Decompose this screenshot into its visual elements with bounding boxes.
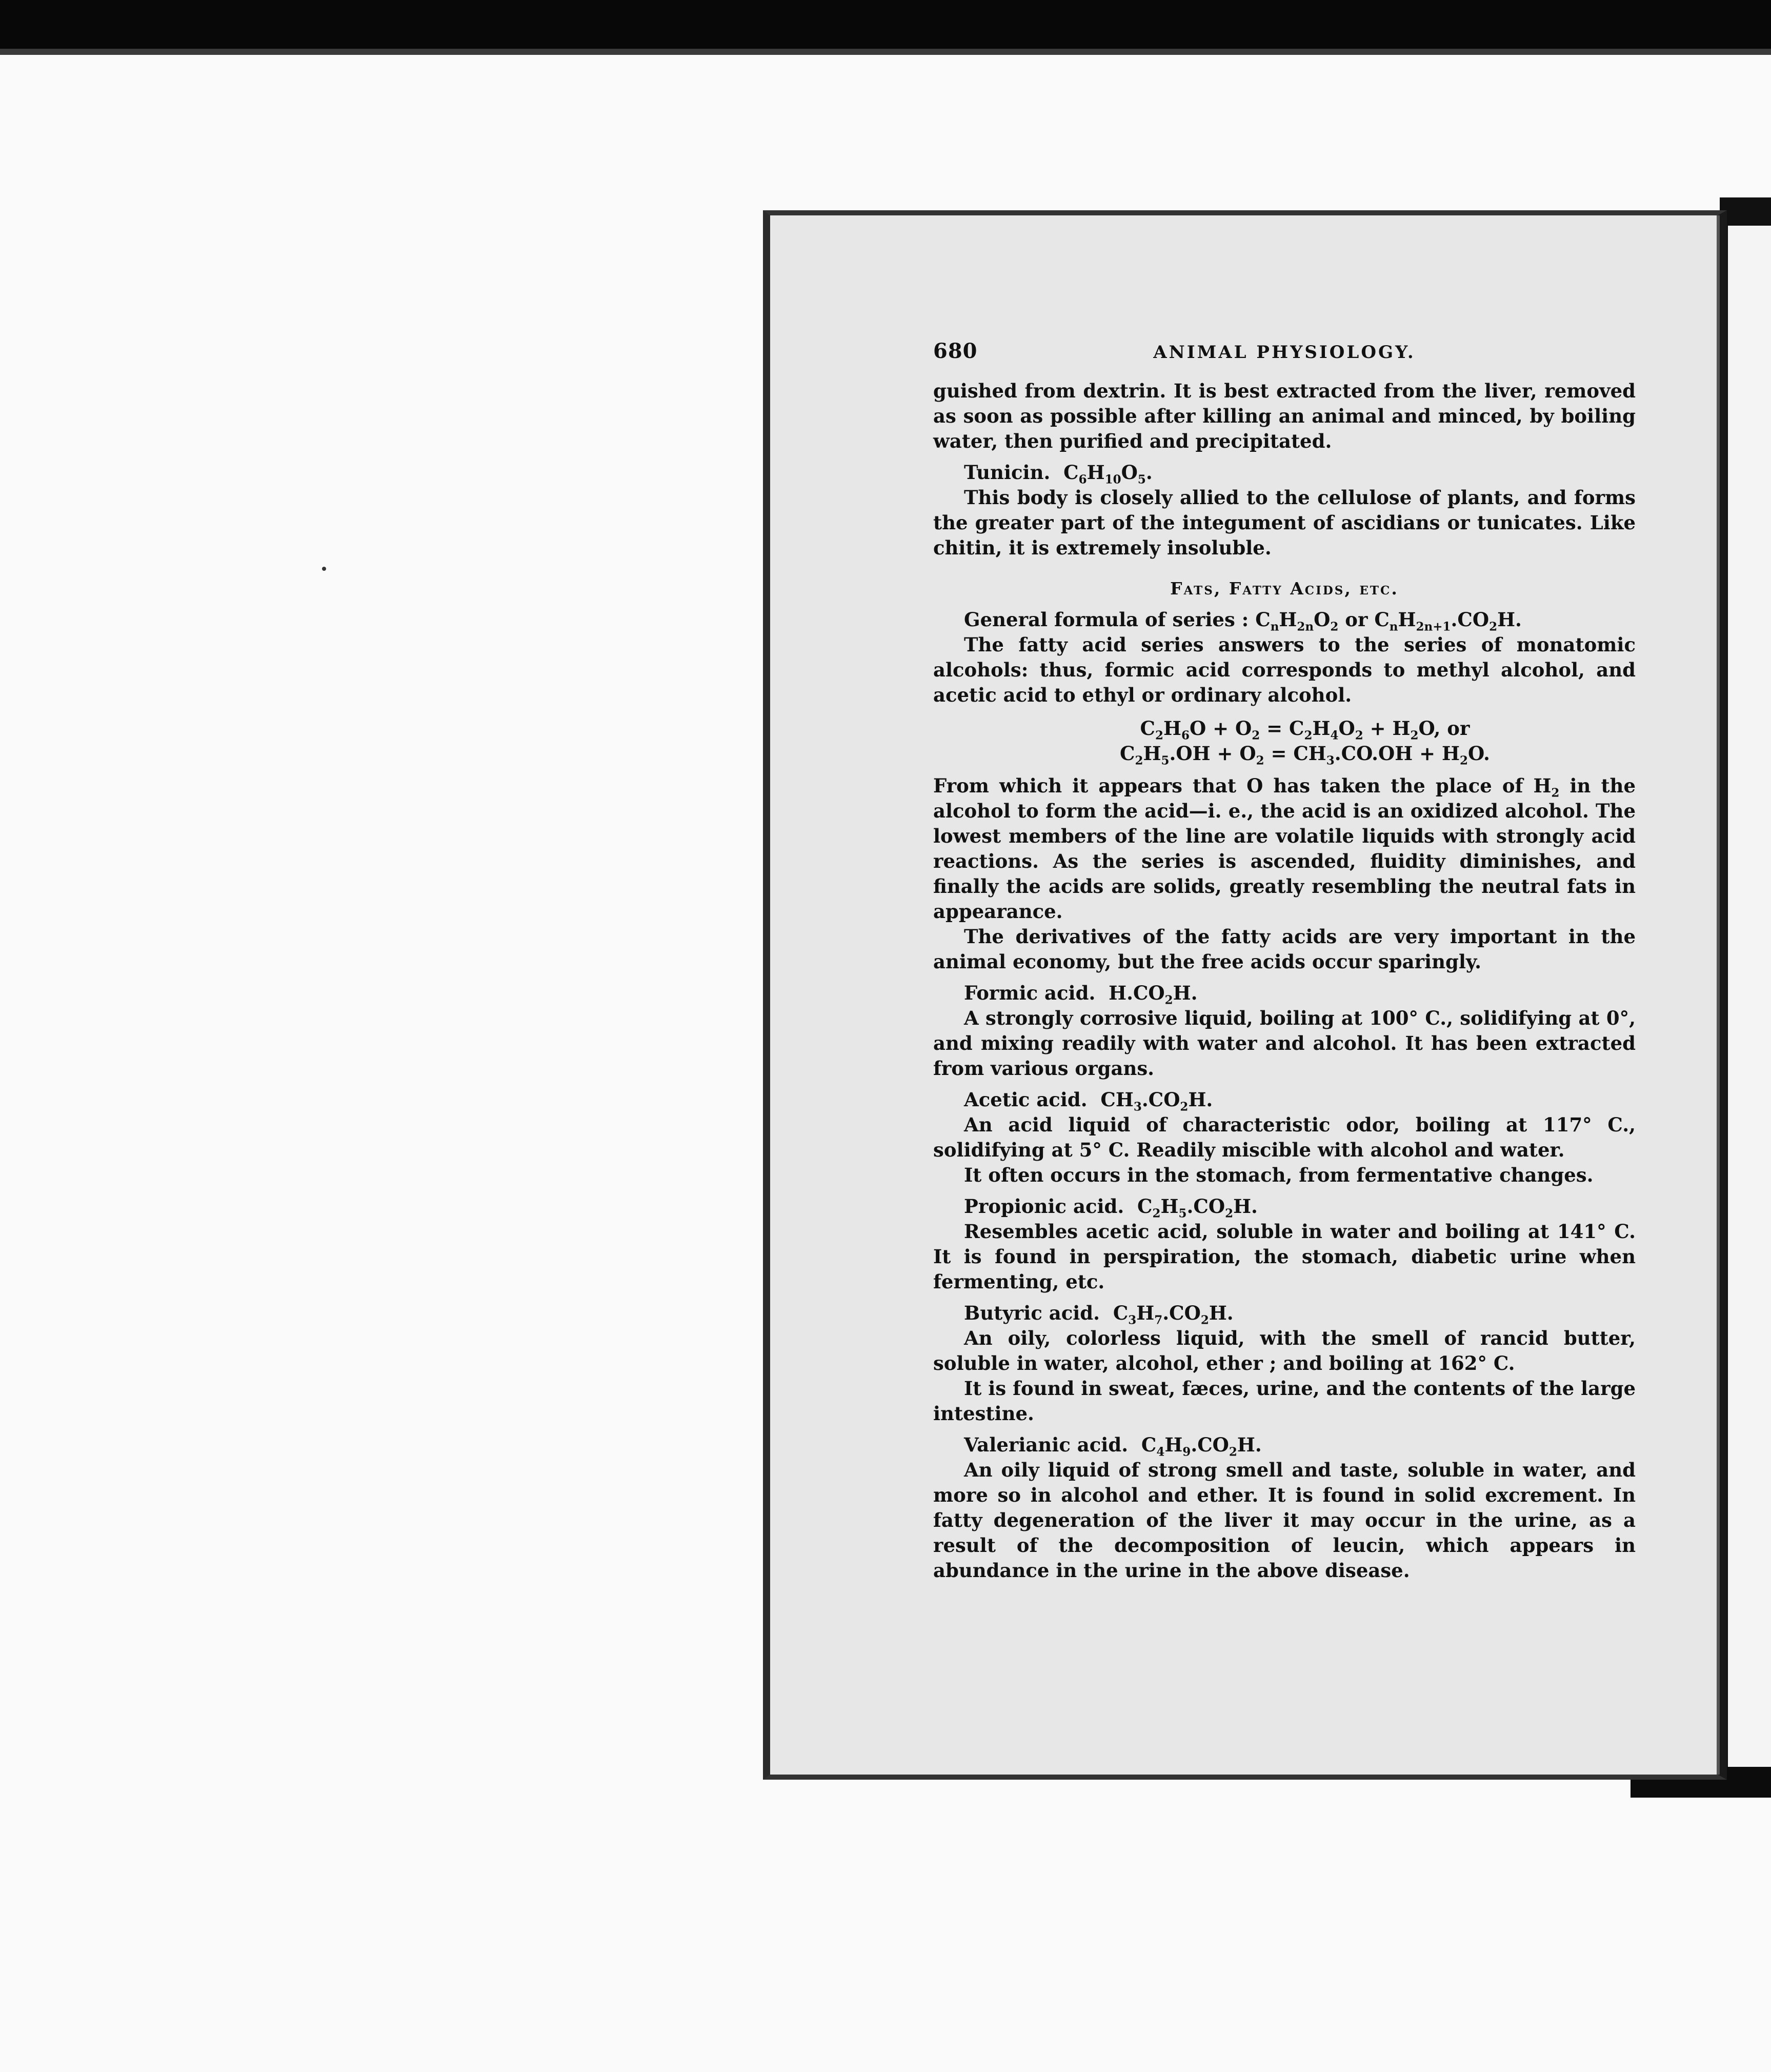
oxidation-paragraph: From which it appears that O has taken the place of $H_2$ in the alcohol to form the acid—i. e., the acid is an oxidized alcohol. The lowest members of the line are volatile liquids with strongly acid reactions. As the series is ascended, fluidity diminishes, and finally the acids are solids, greatly resembling the neutral fats in appearance. <box>933 774 1636 923</box>
derivatives-paragraph: The derivatives of the fatty acids are very important in the animal economy, but the free acids occur sparingly. <box>933 925 1636 973</box>
tunicin-heading <box>933 460 1636 485</box>
acid-description: An oily, colorless liquid, with the smell of rancid butter, soluble in water, alcohol, ether ; and boiling at 162° C. <box>933 1327 1636 1374</box>
tunicin-name: Tunicin. <box>964 461 1051 484</box>
acid-name: Propionic acid. <box>964 1195 1124 1218</box>
page-text <box>933 338 1636 1583</box>
tunicin-description: This body is closely allied to the cellulose of plants, and forms the greater part of the integument of ascidians or tunicates. Like chitin, it is extremely insoluble. <box>933 486 1636 559</box>
acid-description: An oily liquid of strong smell and taste, soluble in water, and more so in alcohol and ether. It is found in solid excrement. In fatty degeneration of the liver it may occur in the urine, as a result of the decomposition of leucin, which appears in abundance in the urine in the above disease. <box>933 1459 1636 1582</box>
acid-formula: $C_3H_7.CO_2H$. <box>1113 1302 1234 1327</box>
acid-formula: $C_2H_5.CO_2H$. <box>1137 1195 1258 1221</box>
tunicin-formula: $C_6H_{10}O_5$. <box>1063 461 1153 487</box>
running-title: ANIMAL PHYSIOLOGY. <box>1153 342 1416 363</box>
acid-name: Acetic acid. <box>964 1088 1088 1111</box>
running-head <box>933 338 1636 374</box>
acid-list <box>933 981 1636 1583</box>
section-title: Fats, Fatty Acids, etc. <box>1170 579 1399 599</box>
acid-heading <box>933 1301 1636 1326</box>
page-gutter-edge <box>1717 215 1720 1775</box>
acid-description: It often occurs in the stomach, from fermentative changes. <box>964 1164 1594 1186</box>
acid-heading <box>933 1432 1636 1458</box>
general-formula-line: General formula of series : $C_nH_{2n}O_2$ or $C_nH_{2n+1}.CO_2H$. <box>964 608 1522 634</box>
film-border-top <box>0 0 1771 49</box>
fatty-acid-series-paragraph: The fatty acid series answers to the series of monatomic alcohols: thus, formic acid corresponds to methyl alcohol, and acetic acid to ethyl or ordinary alcohol. <box>933 633 1636 706</box>
equation-1: $C_2H_6O + O_2 = C_2H_4O_2 + H_2O$, or <box>1140 717 1470 743</box>
intro-paragraph: guished from dextrin. It is best extracted from the liver, removed as soon as possible after killing an animal and minced, by boiling water, then purified and precipitated. <box>933 380 1636 452</box>
acid-name: Valerianic acid. <box>964 1433 1129 1456</box>
acid-description: An acid liquid of characteristic odor, boiling at 117° C., solidifying at 5° C. Readily miscible with alcohol and water. <box>933 1113 1636 1161</box>
acid-description: A strongly corrosive liquid, boiling at 100° C., solidifying at 0°, and mixing readily with water and alcohol. It has been extracted from various organs. <box>933 1007 1636 1080</box>
acid-name: Butyric acid. <box>964 1302 1100 1324</box>
acid-formula: $CH_3.CO_2H$. <box>1100 1088 1213 1114</box>
film-border-edge <box>0 49 1771 55</box>
acid-heading <box>933 1087 1636 1112</box>
acid-heading <box>933 1194 1636 1219</box>
acid-formula: $H.CO_2H$. <box>1109 982 1198 1007</box>
acid-description: It is found in sweat, fæces, urine, and the contents of the large intestine. <box>933 1377 1636 1425</box>
page-number: 680 <box>933 339 978 363</box>
dust-speck <box>322 567 326 571</box>
acid-heading <box>933 981 1636 1006</box>
general-formula-b: $C_nH_{2n+1}.CO_2H$. <box>1374 608 1522 634</box>
acid-description: Resembles acetic acid, soluble in water and boiling at 141° C. It is found in perspiration, the stomach, diabetic urine when fermenting, etc. <box>933 1220 1636 1293</box>
equation-block <box>933 716 1636 766</box>
next-page-strip <box>1728 226 1771 1785</box>
equation-2: $C_2H_5.OH + O_2 = CH_3.CO.OH + H_2O$. <box>1120 742 1490 768</box>
acid-formula: $C_4H_9.CO_2H$. <box>1141 1433 1262 1459</box>
acid-name: Formic acid. <box>964 982 1096 1004</box>
book-page <box>763 210 1727 1780</box>
general-formula-a: $C_nH_{2n}O_2$ <box>1255 608 1339 634</box>
